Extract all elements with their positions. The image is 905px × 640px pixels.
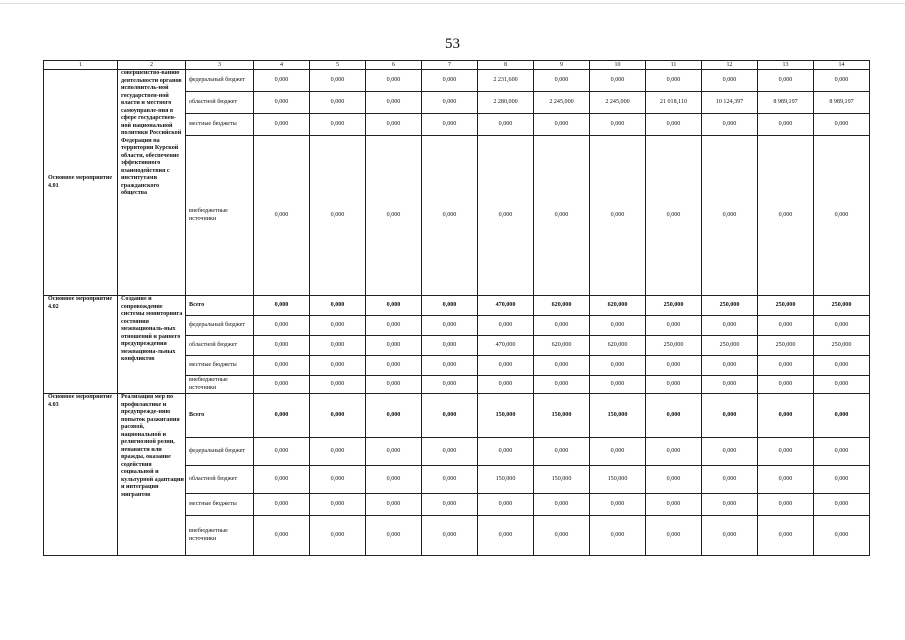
value-cell: 0,000	[758, 316, 814, 336]
value-cell: 0,000	[646, 494, 702, 516]
value-cell: 0,000	[590, 114, 646, 136]
value-cell: 620,000	[590, 296, 646, 316]
value-cell: 0,000	[702, 466, 758, 494]
value-cell: 8 989,197	[758, 92, 814, 114]
column-header-6: 6	[366, 61, 422, 70]
value-cell: 0,000	[478, 494, 534, 516]
value-cell: 0,000	[366, 376, 422, 394]
value-cell: 0,000	[534, 70, 590, 92]
value-cell: 470,000	[478, 336, 534, 356]
value-cell: 250,000	[646, 296, 702, 316]
value-cell: 2 245,000	[534, 92, 590, 114]
value-cell: 0,000	[646, 466, 702, 494]
value-cell: 0,000	[590, 356, 646, 376]
value-cell: 0,000	[590, 494, 646, 516]
page-number: 53	[445, 36, 460, 52]
value-cell: 0,000	[646, 136, 702, 296]
value-cell: 0,000	[310, 316, 366, 336]
value-cell: 0,000	[814, 136, 870, 296]
value-cell: 0,000	[758, 494, 814, 516]
value-cell: 250,000	[758, 296, 814, 316]
value-cell: 0,000	[758, 438, 814, 466]
value-cell: 0,000	[422, 356, 478, 376]
column-header-12: 12	[702, 61, 758, 70]
value-cell: 0,000	[254, 316, 310, 336]
value-cell: 0,000	[758, 136, 814, 296]
value-cell: 620,000	[590, 336, 646, 356]
value-cell: 2 245,000	[590, 92, 646, 114]
funding-source: федеральный бюджет	[186, 70, 254, 92]
measure-name: Основное мероприятие 4.02	[44, 296, 118, 394]
measure-description: Реализация мер по профилактике и предупрежде-нию попыток разжигания расовой, национальной и религиозной розни, ненависти или вражды, оказание содействия социальной и культурной адаптации и интеграции мигрантов	[118, 394, 186, 556]
value-cell: 0,000	[702, 494, 758, 516]
column-number-row	[44, 61, 870, 70]
value-cell: 0,000	[422, 394, 478, 438]
value-cell: 150,000	[590, 466, 646, 494]
value-cell: 0,000	[534, 136, 590, 296]
value-cell: 0,000	[254, 376, 310, 394]
value-cell: 0,000	[422, 438, 478, 466]
column-header-8: 8	[478, 61, 534, 70]
value-cell: 0,000	[702, 356, 758, 376]
value-cell: 0,000	[534, 516, 590, 556]
value-cell: 0,000	[758, 114, 814, 136]
value-cell: 0,000	[758, 394, 814, 438]
value-cell: 0,000	[814, 316, 870, 336]
value-cell: 0,000	[310, 438, 366, 466]
value-cell: 0,000	[310, 296, 366, 316]
value-cell: 250,000	[814, 296, 870, 316]
value-cell: 0,000	[366, 516, 422, 556]
value-cell: 0,000	[254, 296, 310, 316]
value-cell: 620,000	[534, 296, 590, 316]
value-cell: 0,000	[534, 376, 590, 394]
value-cell: 150,000	[534, 394, 590, 438]
column-header-4: 4	[254, 61, 310, 70]
value-cell: 0,000	[590, 316, 646, 336]
value-cell: 0,000	[366, 92, 422, 114]
value-cell: 2 280,000	[478, 92, 534, 114]
value-cell: 0,000	[310, 92, 366, 114]
value-cell: 0,000	[366, 394, 422, 438]
value-cell: 0,000	[646, 114, 702, 136]
column-header-10: 10	[590, 61, 646, 70]
value-cell: 0,000	[758, 516, 814, 556]
funding-source: федеральный бюджет	[186, 316, 254, 336]
column-header-9: 9	[534, 61, 590, 70]
value-cell: 0,000	[254, 70, 310, 92]
value-cell: 0,000	[254, 136, 310, 296]
value-cell: 0,000	[254, 92, 310, 114]
column-header-3: 3	[186, 61, 254, 70]
value-cell: 0,000	[814, 494, 870, 516]
funding-source: внебюджетные источники	[186, 516, 254, 556]
funding-source: местные бюджеты	[186, 114, 254, 136]
value-cell: 150,000	[534, 466, 590, 494]
value-cell: 150,000	[590, 394, 646, 438]
value-cell: 150,000	[478, 394, 534, 438]
value-cell: 0,000	[366, 336, 422, 356]
value-cell: 0,000	[646, 376, 702, 394]
value-cell: 0,000	[310, 356, 366, 376]
value-cell: 0,000	[422, 376, 478, 394]
value-cell: 0,000	[590, 136, 646, 296]
value-cell: 10 124,397	[702, 92, 758, 114]
funding-source: внебюджетные источники	[186, 136, 254, 296]
value-cell: 0,000	[310, 70, 366, 92]
value-cell: 0,000	[702, 394, 758, 438]
value-cell: 0,000	[310, 494, 366, 516]
value-cell: 0,000	[366, 114, 422, 136]
value-cell: 0,000	[422, 316, 478, 336]
value-cell: 0,000	[590, 438, 646, 466]
funding-source: областной бюджет	[186, 336, 254, 356]
value-cell: 0,000	[814, 466, 870, 494]
value-cell: 0,000	[422, 336, 478, 356]
value-cell: 0,000	[702, 516, 758, 556]
funding-source: Всего	[186, 394, 254, 438]
column-header-7: 7	[422, 61, 478, 70]
measure-name: Основное мероприятие 4.01	[44, 70, 118, 296]
funding-source: Всего	[186, 296, 254, 316]
value-cell: 0,000	[366, 136, 422, 296]
value-cell: 0,000	[254, 438, 310, 466]
value-cell: 0,000	[254, 356, 310, 376]
value-cell: 250,000	[646, 336, 702, 356]
value-cell: 0,000	[702, 376, 758, 394]
measure-description: совершенство-ванию деятельности органов исполнитель-ной государствен-ной власти и местного самоуправле-ния в сфере государствен-ной национальной политики Российской Федерации на территории Курской области, обеспечение эффективного взаимодействия с институтами гражданского общества	[118, 70, 186, 296]
value-cell: 0,000	[590, 376, 646, 394]
value-cell: 0,000	[366, 296, 422, 316]
value-cell: 0,000	[254, 466, 310, 494]
table-body	[44, 61, 870, 556]
value-cell: 0,000	[366, 466, 422, 494]
value-cell: 0,000	[366, 316, 422, 336]
value-cell: 21 018,110	[646, 92, 702, 114]
funding-source: областной бюджет	[186, 466, 254, 494]
value-cell: 0,000	[534, 356, 590, 376]
value-cell: 0,000	[310, 516, 366, 556]
column-header-14: 14	[814, 61, 870, 70]
value-cell: 0,000	[758, 70, 814, 92]
value-cell: 0,000	[814, 376, 870, 394]
column-header-11: 11	[646, 61, 702, 70]
value-cell: 0,000	[702, 70, 758, 92]
value-cell: 0,000	[758, 466, 814, 494]
value-cell: 0,000	[814, 516, 870, 556]
value-cell: 0,000	[366, 356, 422, 376]
value-cell: 0,000	[758, 356, 814, 376]
value-cell: 0,000	[646, 438, 702, 466]
measure-description: Создание и сопровождение системы мониторинга состояния межнациональ-ных отношений и раннего предупреждения межнациона-льных конфликтов	[118, 296, 186, 394]
value-cell: 0,000	[310, 466, 366, 494]
value-cell: 0,000	[646, 394, 702, 438]
value-cell: 0,000	[422, 92, 478, 114]
table-row	[44, 394, 870, 438]
table-row	[44, 70, 870, 92]
value-cell: 0,000	[478, 136, 534, 296]
value-cell: 0,000	[534, 438, 590, 466]
scan-edge-line	[0, 3, 905, 4]
value-cell: 0,000	[646, 516, 702, 556]
value-cell: 0,000	[814, 70, 870, 92]
value-cell: 0,000	[310, 136, 366, 296]
value-cell: 0,000	[422, 466, 478, 494]
column-header-13: 13	[758, 61, 814, 70]
value-cell: 0,000	[310, 336, 366, 356]
funding-source: областной бюджет	[186, 92, 254, 114]
value-cell: 250,000	[702, 336, 758, 356]
value-cell: 0,000	[702, 438, 758, 466]
value-cell: 0,000	[254, 516, 310, 556]
value-cell: 620,000	[534, 336, 590, 356]
value-cell: 0,000	[422, 114, 478, 136]
value-cell: 0,000	[702, 114, 758, 136]
value-cell: 0,000	[814, 438, 870, 466]
value-cell: 0,000	[254, 114, 310, 136]
value-cell: 0,000	[366, 494, 422, 516]
value-cell: 0,000	[422, 516, 478, 556]
value-cell: 0,000	[534, 316, 590, 336]
value-cell: 0,000	[366, 70, 422, 92]
value-cell: 0,000	[254, 336, 310, 356]
value-cell: 0,000	[366, 438, 422, 466]
value-cell: 0,000	[310, 376, 366, 394]
measure-name: Основное мероприятие 4.03	[44, 394, 118, 556]
value-cell: 0,000	[646, 356, 702, 376]
value-cell: 0,000	[254, 494, 310, 516]
value-cell: 0,000	[534, 494, 590, 516]
value-cell: 0,000	[702, 136, 758, 296]
value-cell: 0,000	[310, 114, 366, 136]
value-cell: 0,000	[478, 438, 534, 466]
value-cell: 0,000	[422, 70, 478, 92]
value-cell: 2 231,600	[478, 70, 534, 92]
value-cell: 0,000	[254, 394, 310, 438]
funding-source: местные бюджеты	[186, 494, 254, 516]
column-header-1: 1	[44, 61, 118, 70]
value-cell: 0,000	[478, 356, 534, 376]
value-cell: 0,000	[478, 316, 534, 336]
value-cell: 0,000	[814, 394, 870, 438]
value-cell: 0,000	[310, 394, 366, 438]
funding-source: федеральный бюджет	[186, 438, 254, 466]
value-cell: 0,000	[814, 356, 870, 376]
value-cell: 0,000	[646, 70, 702, 92]
column-header-5: 5	[310, 61, 366, 70]
table-row	[44, 296, 870, 316]
value-cell: 0,000	[478, 516, 534, 556]
value-cell: 8 989,197	[814, 92, 870, 114]
value-cell: 0,000	[590, 516, 646, 556]
funding-source: местные бюджеты	[186, 356, 254, 376]
value-cell: 250,000	[814, 336, 870, 356]
value-cell: 0,000	[422, 296, 478, 316]
value-cell: 0,000	[702, 316, 758, 336]
value-cell: 0,000	[478, 376, 534, 394]
value-cell: 0,000	[758, 376, 814, 394]
value-cell: 0,000	[422, 136, 478, 296]
value-cell: 470,000	[478, 296, 534, 316]
value-cell: 0,000	[814, 114, 870, 136]
budget-table	[43, 60, 870, 556]
value-cell: 150,000	[478, 466, 534, 494]
value-cell: 0,000	[646, 316, 702, 336]
value-cell: 250,000	[702, 296, 758, 316]
value-cell: 250,000	[758, 336, 814, 356]
value-cell: 0,000	[478, 114, 534, 136]
value-cell: 0,000	[534, 114, 590, 136]
value-cell: 0,000	[422, 494, 478, 516]
funding-source: внебюджетные источники	[186, 376, 254, 394]
column-header-2: 2	[118, 61, 186, 70]
value-cell: 0,000	[590, 70, 646, 92]
